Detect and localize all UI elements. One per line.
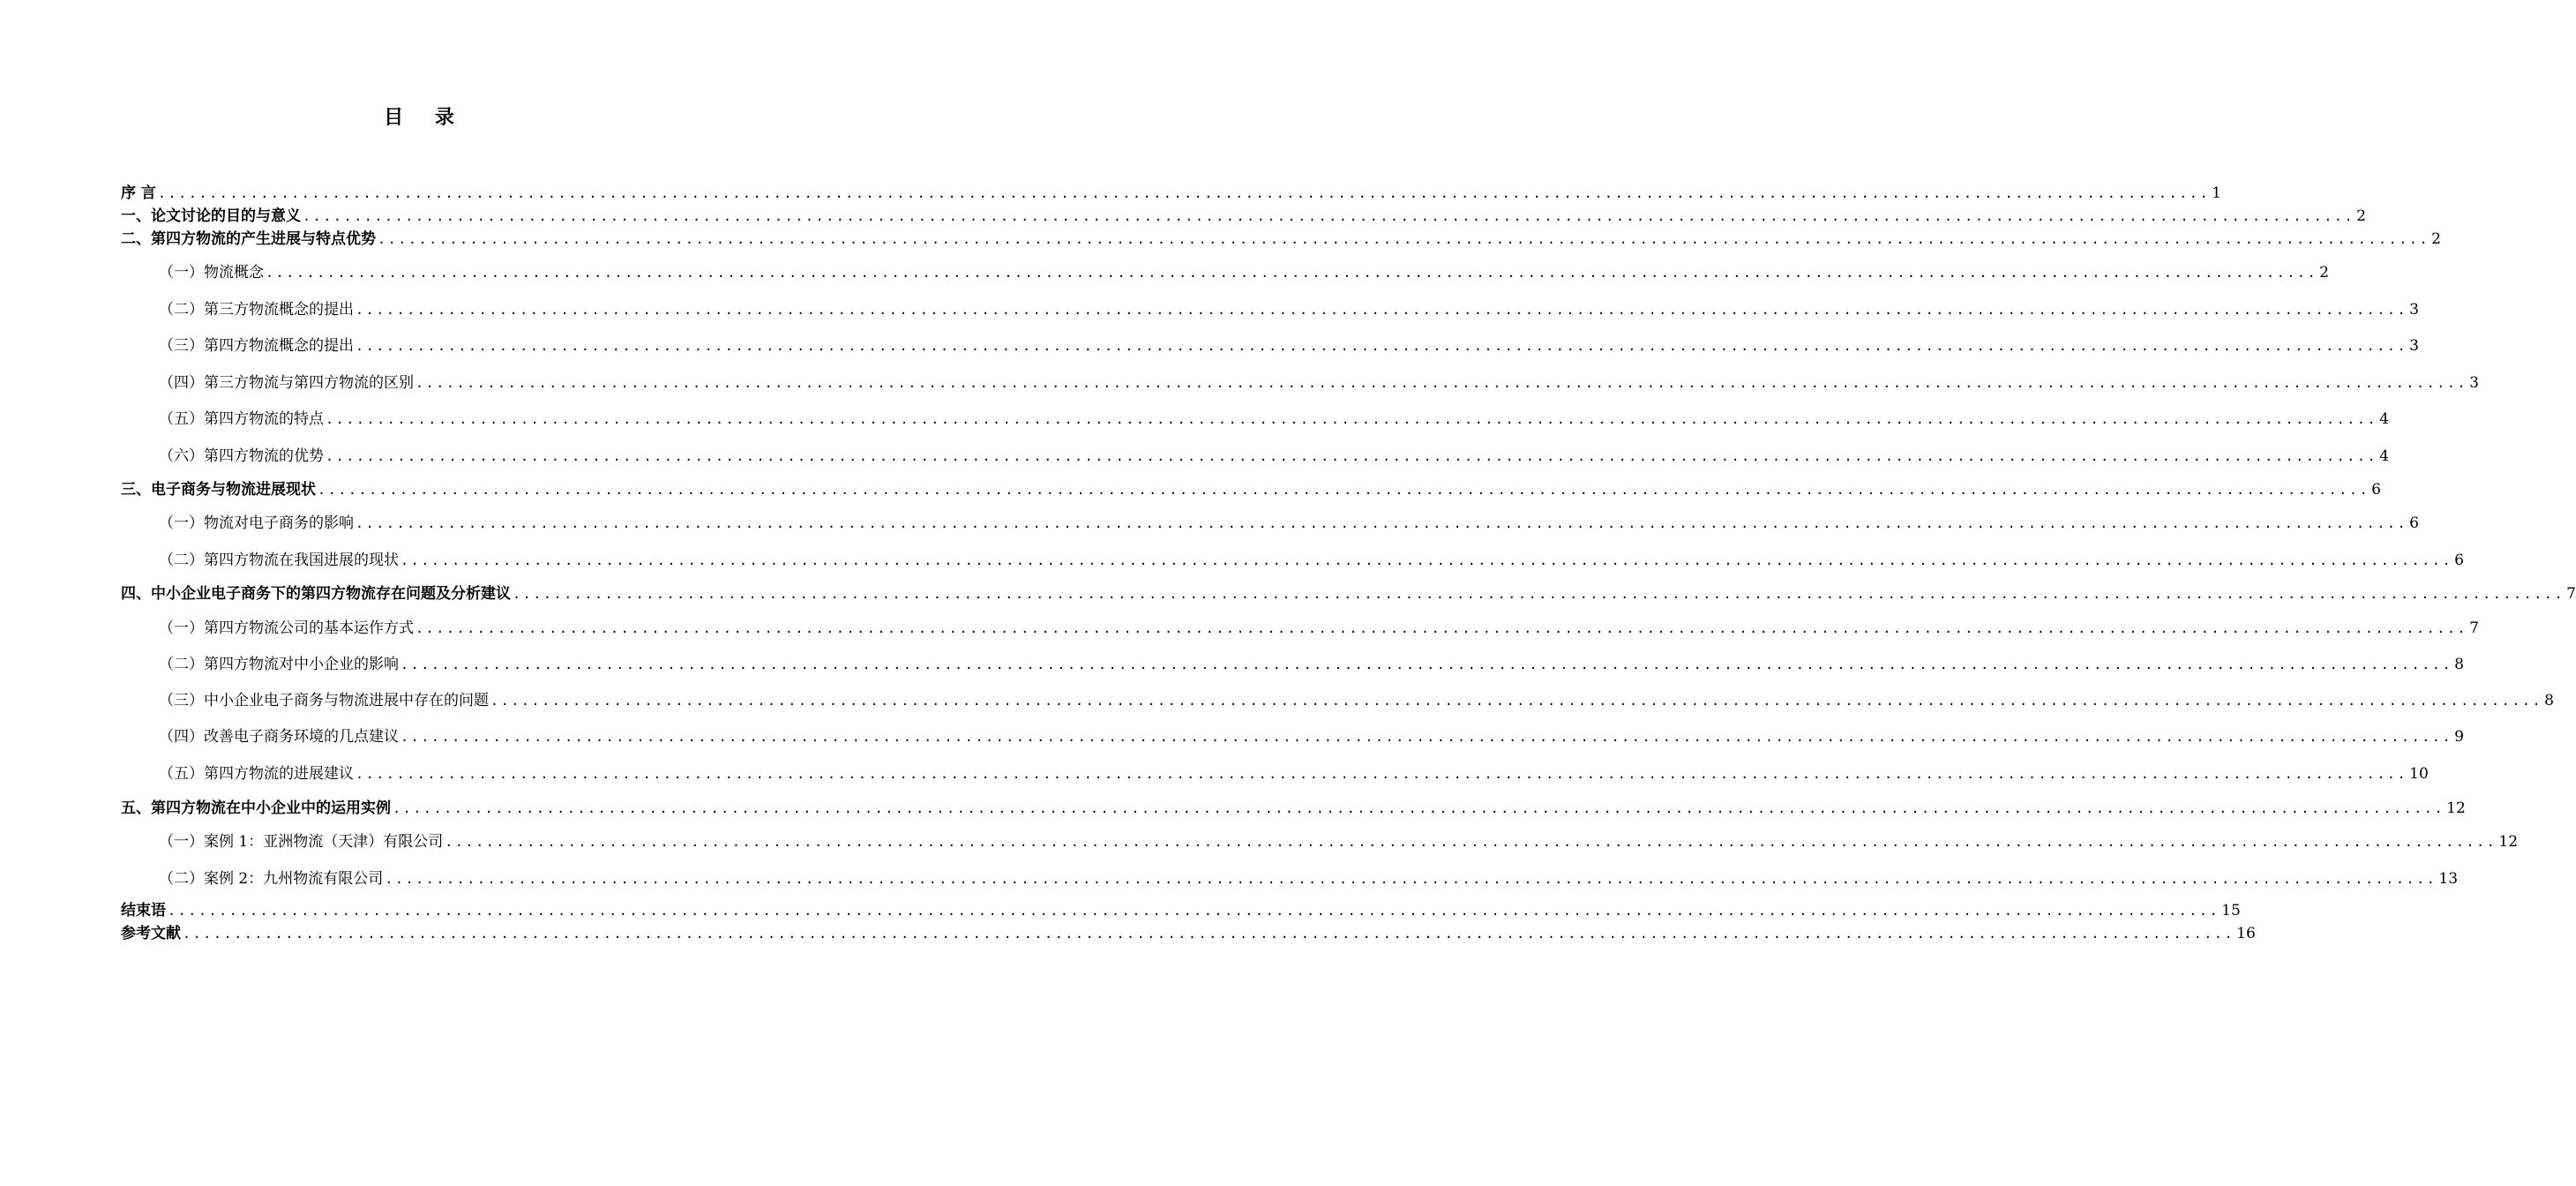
toc-leader-dots: ........................................................................................................................................................................................................ — [393, 800, 2445, 816]
toc-entry-label: （一）第四方物流公司的基本运作方式 — [159, 619, 414, 637]
toc-entry[interactable] — [159, 866, 2459, 889]
toc-entry-page: 4 — [2379, 410, 2389, 428]
toc-entry-page: 7 — [2469, 619, 2479, 637]
toc-entry-page: 13 — [2438, 870, 2459, 888]
toc-entry[interactable] — [159, 370, 2479, 393]
toc-entry-label: 结束语 — [121, 902, 166, 920]
toc-entry-label: （四）第三方物流与第四方物流的区别 — [159, 374, 414, 392]
toc-entry-label: （六）第四方物流的优势 — [159, 447, 324, 465]
toc-leader-dots: ........................................................................................................................................................................................................ — [356, 766, 2408, 782]
toc-entry[interactable] — [121, 180, 2221, 203]
toc-leader-dots: ........................................................................................................................................................................................................ — [183, 926, 2235, 942]
toc-entry-page: 2 — [2431, 230, 2441, 248]
toc-leader-dots: ........................................................................................................................................................................................................ — [513, 586, 2565, 602]
toc-entry-page: 6 — [2454, 552, 2464, 569]
toc-entry-page: 12 — [2498, 833, 2519, 851]
toc-leader-dots: ........................................................................................................................................................................................................ — [326, 411, 2378, 427]
toc-entry[interactable] — [121, 897, 2241, 920]
toc-entry[interactable] — [121, 795, 2466, 818]
toc-entry-label: 五、第四方物流在中小企业中的运用实例 — [121, 799, 391, 817]
toc-leader-dots: ........................................................................................................................................................................................................ — [416, 375, 2468, 391]
toc-entry[interactable] — [159, 406, 2389, 429]
toc-entry-page: 7 — [2566, 585, 2576, 603]
toc-leader-dots: ........................................................................................................................................................................................................ — [168, 903, 2220, 919]
toc-entry-label: （一）案例 1：亚洲物流（天津）有限公司 — [159, 833, 444, 851]
toc-leader-dots: ........................................................................................................................................................................................................ — [401, 657, 2453, 672]
toc-entry-label: 四、中小企业电子商务下的第四方物流存在问题及分析建议 — [121, 585, 511, 603]
toc-entry-page: 4 — [2379, 447, 2389, 465]
toc-entry-page: 2 — [2319, 264, 2329, 281]
toc-leader-dots: ........................................................................................................................................................................................................ — [303, 208, 2355, 224]
toc-entry-label: （二）第四方物流对中小企业的影响 — [159, 656, 399, 673]
toc-entry-page: 3 — [2409, 301, 2419, 319]
toc-leader-dots: ........................................................................................................................................................................................................ — [416, 620, 2468, 636]
toc-entry-label: 一、论文讨论的目的与意义 — [121, 207, 301, 225]
toc-entry-label: （二）案例 2：九州物流有限公司 — [159, 870, 384, 888]
toc-entry[interactable] — [159, 651, 2464, 674]
toc-entry-label: （二）第四方物流在我国进展的现状 — [159, 552, 399, 569]
toc-leader-dots: ........................................................................................................................................................................................................ — [378, 231, 2430, 247]
toc-leader-dots: ........................................................................................................................................................................................................ — [401, 552, 2453, 568]
page-title: 目 录 — [384, 107, 467, 129]
toc-leader-dots: ........................................................................................................................................................................................................ — [490, 693, 2543, 709]
toc-entry-label: （一）物流对电子商务的影响 — [159, 514, 354, 532]
toc-entry-page: 8 — [2544, 692, 2554, 709]
toc-entry-label: 序 言 — [121, 184, 156, 202]
toc-leader-dots: ........................................................................................................................................................................................................ — [356, 302, 2408, 318]
toc-entry[interactable] — [159, 296, 2419, 319]
toc-entry-page: 6 — [2371, 481, 2381, 499]
toc-entry-page: 1 — [2212, 184, 2221, 202]
toc-entry-page: 12 — [2446, 799, 2466, 817]
toc-leader-dots: ........................................................................................................................................................................................................ — [356, 515, 2408, 531]
toc-entry[interactable] — [121, 477, 2381, 499]
toc-entry-label: 参考文献 — [121, 925, 181, 942]
toc-leader-dots: ........................................................................................................................................................................................................ — [385, 871, 2437, 887]
toc-entry-label: 三、电子商务与物流进展现状 — [121, 481, 316, 499]
toc-entry-page: 10 — [2409, 765, 2429, 783]
toc-entry[interactable] — [121, 581, 2576, 604]
toc-entry-label: （五）第四方物流的特点 — [159, 410, 324, 428]
toc-entry[interactable] — [121, 920, 2256, 943]
toc-entry-page: 6 — [2409, 514, 2419, 532]
toc-leader-dots: ........................................................................................................................................................................................................ — [445, 834, 2497, 850]
toc-entry[interactable] — [159, 510, 2419, 533]
toc-leader-dots: ........................................................................................................................................................................................................ — [401, 729, 2453, 745]
toc-entry[interactable] — [159, 687, 2554, 710]
toc-entry-label: （三）第四方物流概念的提出 — [159, 337, 354, 355]
toc-entry[interactable] — [159, 259, 2329, 282]
toc-entry[interactable] — [159, 615, 2479, 638]
toc-entry[interactable] — [159, 443, 2389, 466]
toc-entry-label: （四）改善电子商务环境的几点建议 — [159, 728, 399, 746]
toc-entry[interactable] — [159, 829, 2519, 852]
toc-leader-dots: ........................................................................................................................................................................................................ — [157, 185, 2211, 201]
toc-entry[interactable] — [121, 203, 2366, 226]
toc-entry[interactable] — [159, 724, 2464, 747]
toc-leader-dots: ........................................................................................................................................................................................................ — [326, 448, 2378, 464]
toc-entry[interactable] — [159, 547, 2464, 570]
toc-leader-dots: ........................................................................................................................................................................................................ — [266, 265, 2318, 281]
toc-entry-page: 8 — [2454, 656, 2464, 673]
toc-entry[interactable] — [159, 333, 2419, 356]
toc-entry-label: 二、第四方物流的产生进展与特点优势 — [121, 230, 376, 248]
toc-entry-page: 15 — [2221, 902, 2241, 920]
toc-entry-label: （三）中小企业电子商务与物流进展中存在的问题 — [159, 692, 489, 709]
toc-entry-page: 9 — [2454, 728, 2464, 746]
toc-entry-page: 3 — [2409, 337, 2419, 355]
toc-leader-dots: ........................................................................................................................................................................................................ — [318, 482, 2370, 498]
toc-leader-dots: ........................................................................................................................................................................................................ — [356, 338, 2408, 354]
toc-entry[interactable] — [121, 226, 2441, 249]
toc-entry-label: （二）第三方物流概念的提出 — [159, 301, 354, 319]
toc-entry-page: 3 — [2469, 374, 2479, 392]
toc-entry[interactable] — [159, 761, 2429, 784]
toc-entry-label: （一）物流概念 — [159, 264, 264, 281]
toc-entry-page: 2 — [2356, 207, 2366, 225]
toc-entry-page: 16 — [2236, 925, 2256, 942]
toc-entry-label: （五）第四方物流的进展建议 — [159, 765, 354, 783]
